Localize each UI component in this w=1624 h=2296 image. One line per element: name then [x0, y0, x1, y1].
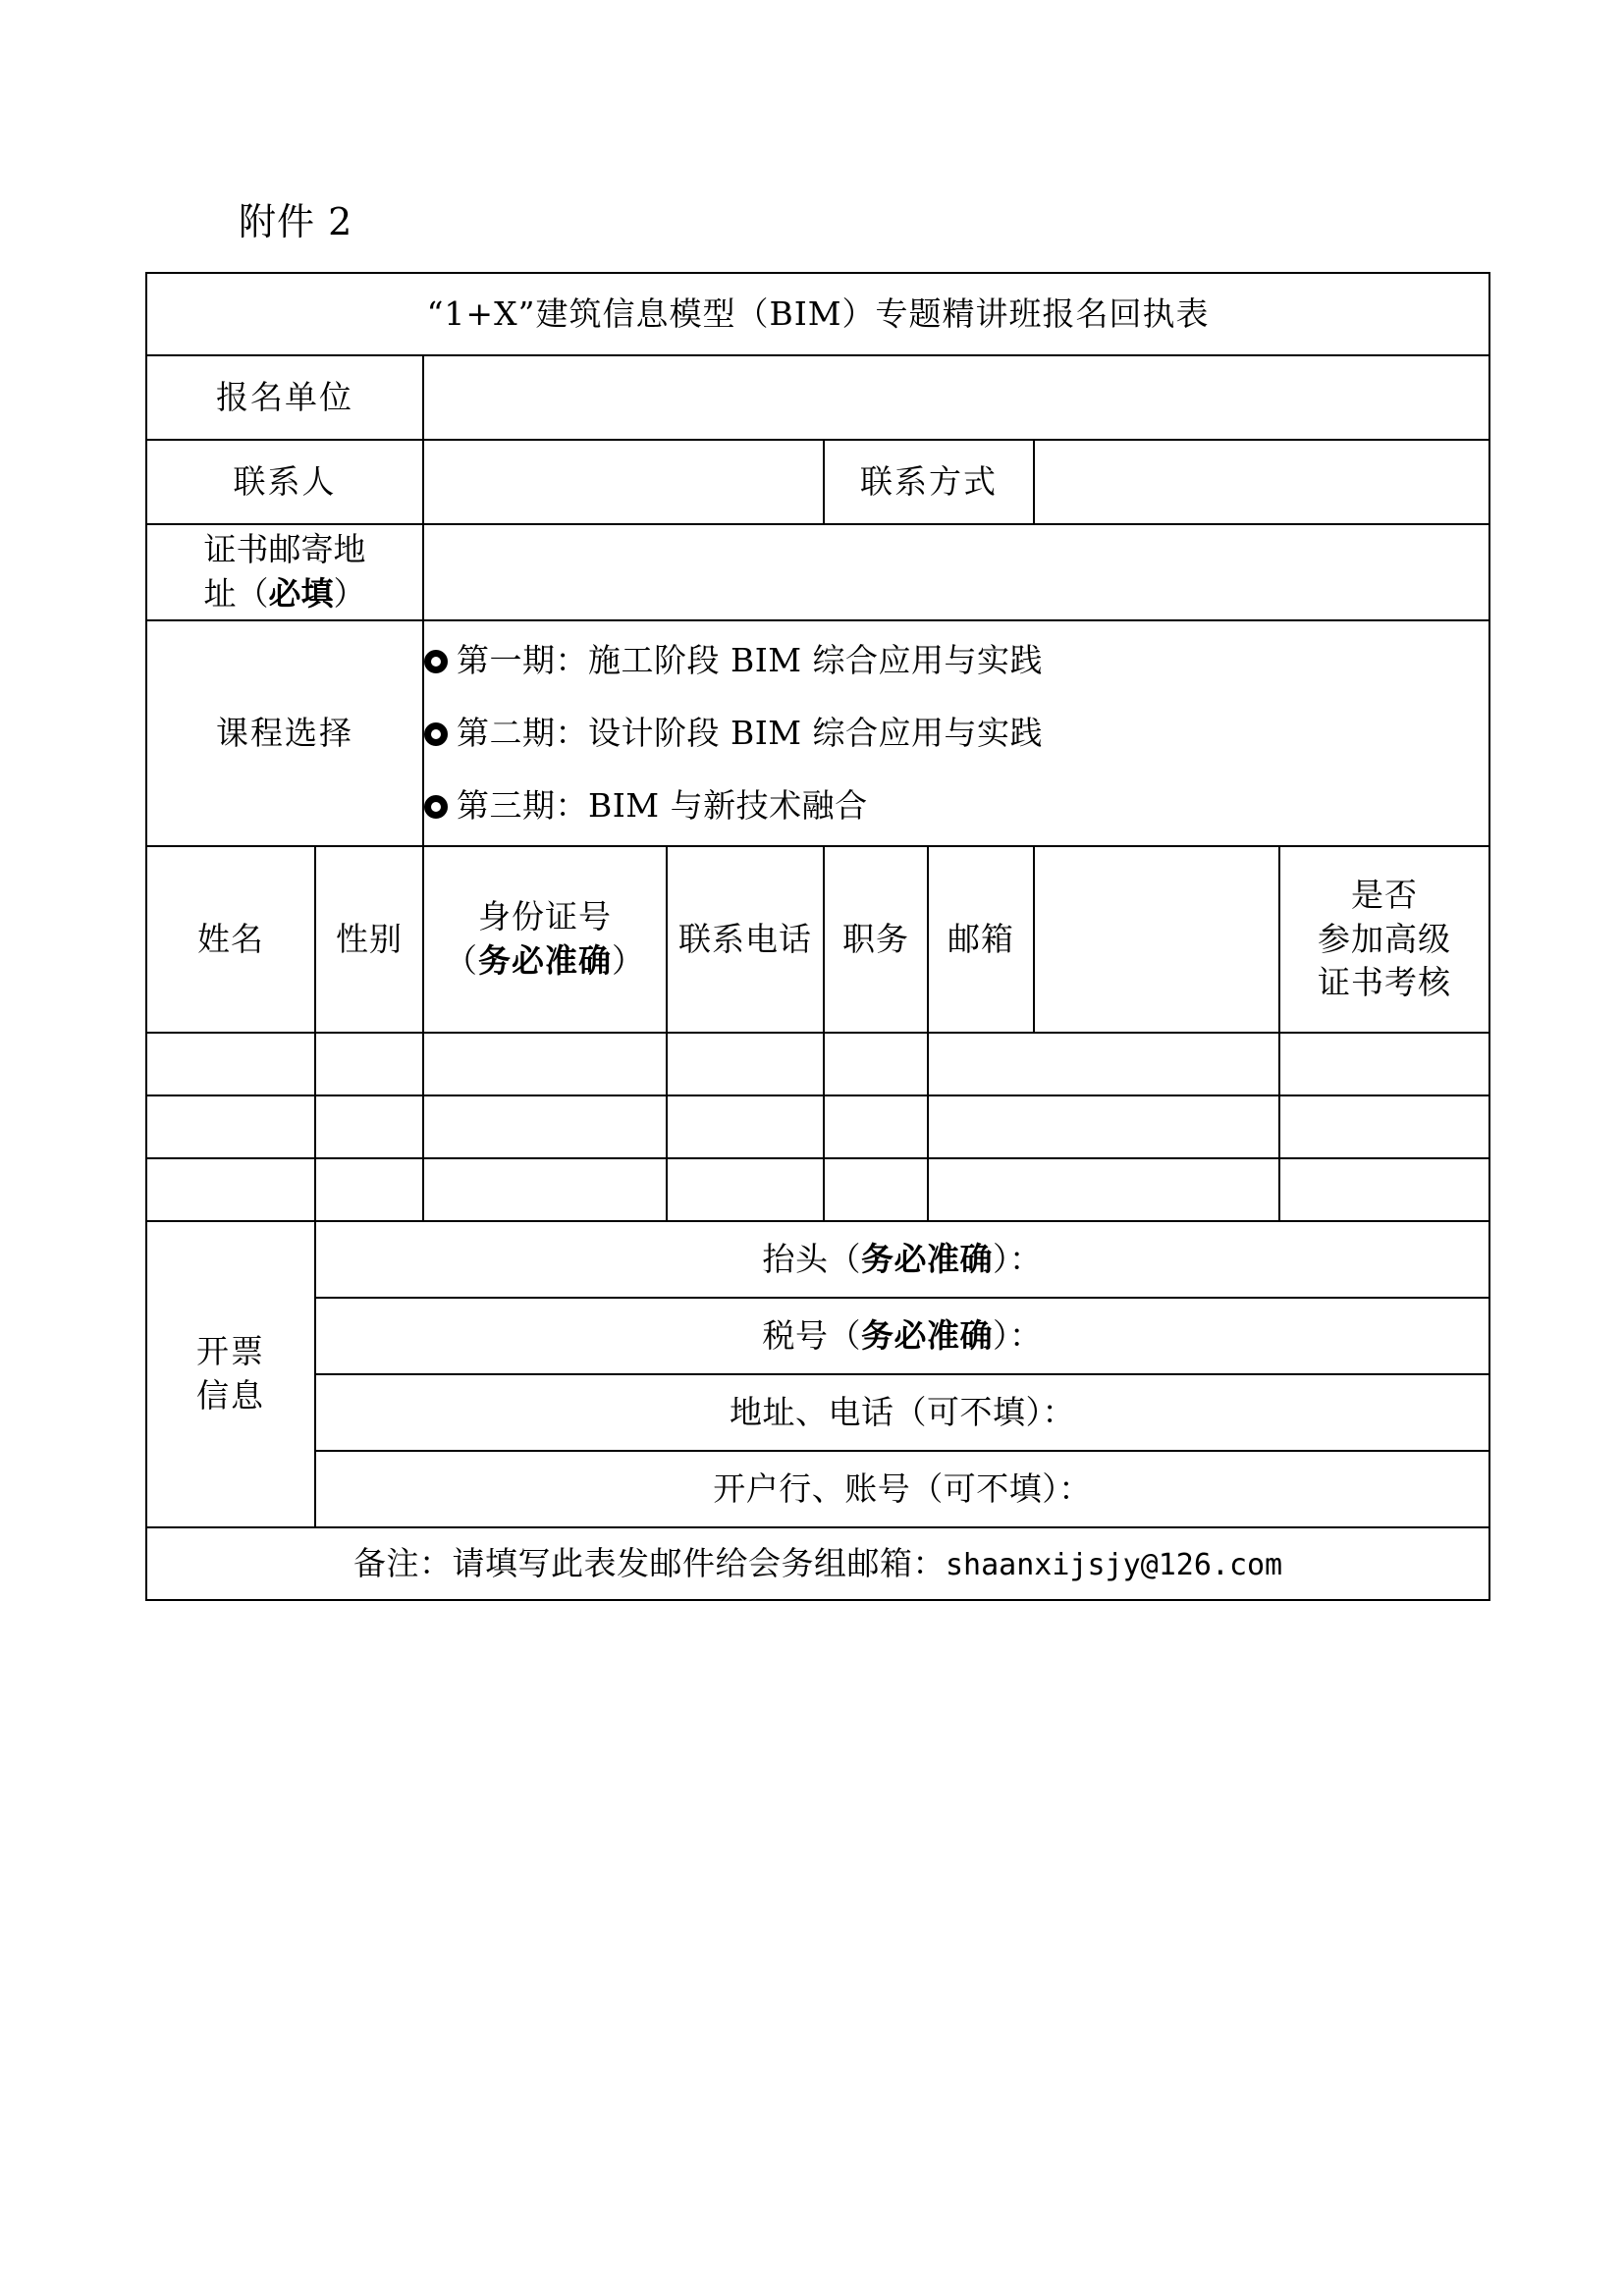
header-id-number-required: 务必准确 — [478, 941, 612, 980]
invoice-row-3 — [146, 1374, 1489, 1451]
table-row — [146, 1095, 1489, 1158]
invoice-title-required: 务必准确 — [861, 1239, 994, 1278]
mail-address-row — [146, 524, 1489, 620]
invoice-tax-required: 务必准确 — [861, 1315, 994, 1355]
radio-button-icon[interactable] — [424, 795, 448, 819]
cell-id-number[interactable] — [423, 1033, 667, 1095]
cell-advanced[interactable] — [1279, 1158, 1489, 1221]
cell-name[interactable] — [146, 1033, 315, 1095]
contact-method-input-cell[interactable] — [1034, 440, 1489, 524]
header-email: 邮箱 — [928, 846, 1034, 1033]
course-row — [146, 620, 1489, 846]
cell-position[interactable] — [824, 1033, 928, 1095]
cell-gender[interactable] — [315, 1095, 423, 1158]
attachment-label: 附件 2 — [239, 200, 353, 243]
header-name: 姓名 — [146, 846, 315, 1033]
course-option-1[interactable] — [424, 624, 1489, 697]
registration-form-table — [145, 272, 1490, 1601]
cell-id-number[interactable] — [423, 1158, 667, 1221]
invoice-label-line1: 开票 — [196, 1332, 265, 1371]
cell-position[interactable] — [824, 1158, 928, 1221]
invoice-title-prefix: 抬头（ — [762, 1239, 862, 1278]
radio-button-icon[interactable] — [424, 722, 448, 746]
mail-address-label-line1: 证书邮寄地 — [203, 530, 366, 569]
invoice-row-1 — [146, 1221, 1489, 1298]
course-option-3-label: 第三期：BIM 与新技术融合 — [457, 785, 868, 825]
mail-address-label-required: 必填 — [268, 574, 334, 613]
contact-person-input-cell[interactable] — [423, 440, 824, 524]
contact-method-label: 联系方式 — [824, 440, 1034, 524]
mail-address-label-suffix: ） — [333, 574, 366, 613]
cell-advanced[interactable] — [1279, 1095, 1489, 1158]
mail-address-label-prefix: 址（ — [203, 574, 269, 613]
note-text — [146, 1527, 1489, 1600]
header-advanced-line1: 是否 — [1351, 876, 1419, 915]
title-row — [146, 273, 1489, 355]
invoice-info-label — [146, 1221, 315, 1527]
contact-row — [146, 440, 1489, 524]
header-position: 职务 — [824, 846, 928, 1033]
table-row — [146, 1033, 1489, 1095]
cell-email[interactable] — [928, 1095, 1279, 1158]
invoice-label-line2: 信息 — [196, 1376, 265, 1415]
invoice-address-phone-field[interactable]: 地址、电话（可不填）： — [315, 1374, 1489, 1451]
mail-address-label — [146, 524, 423, 620]
invoice-title-suffix: ）： — [993, 1239, 1043, 1278]
cell-advanced[interactable] — [1279, 1033, 1489, 1095]
table-row — [146, 1158, 1489, 1221]
header-id-number-line2: （务必准确） — [445, 941, 645, 980]
course-options-cell — [423, 620, 1489, 846]
header-id-number-line1: 身份证号 — [478, 897, 612, 936]
cell-phone[interactable] — [667, 1033, 824, 1095]
course-option-2[interactable] — [424, 697, 1489, 770]
header-advanced-line2: 参加高级 — [1318, 919, 1452, 958]
header-id-number — [423, 846, 667, 1033]
note-email: shaanxijsjy@126.com — [945, 1547, 1283, 1582]
course-option-1-label: 第一期：施工阶段 BIM 综合应用与实践 — [457, 640, 1044, 679]
org-row — [146, 355, 1489, 440]
contact-person-label: 联系人 — [146, 440, 423, 524]
invoice-tax-number-field[interactable] — [315, 1298, 1489, 1374]
note-row — [146, 1527, 1489, 1600]
header-advanced-line3: 证书考核 — [1318, 963, 1452, 1002]
course-option-2-label: 第二期：设计阶段 BIM 综合应用与实践 — [457, 713, 1044, 752]
invoice-tax-prefix: 税号（ — [762, 1315, 862, 1355]
form-title: “1+X”建筑信息模型（BIM）专题精讲班报名回执表 — [146, 273, 1489, 355]
header-advanced-exam — [1279, 846, 1489, 1033]
radio-button-icon[interactable] — [424, 650, 448, 673]
course-selection-label: 课程选择 — [146, 620, 423, 846]
cell-gender[interactable] — [315, 1158, 423, 1221]
org-label: 报名单位 — [146, 355, 423, 440]
cell-id-number[interactable] — [423, 1095, 667, 1158]
participants-header-row — [146, 846, 1489, 1033]
header-email-spacer — [1034, 846, 1279, 1033]
cell-phone[interactable] — [667, 1158, 824, 1221]
cell-email[interactable] — [928, 1033, 1279, 1095]
note-label: 备注：请填写此表发邮件给会务组邮箱： — [352, 1543, 946, 1582]
cell-phone[interactable] — [667, 1095, 824, 1158]
invoice-row-4 — [146, 1451, 1489, 1527]
invoice-tax-suffix: ）： — [993, 1315, 1043, 1355]
mail-address-input-cell[interactable] — [423, 524, 1489, 620]
cell-email[interactable] — [928, 1158, 1279, 1221]
cell-name[interactable] — [146, 1095, 315, 1158]
invoice-row-2 — [146, 1298, 1489, 1374]
cell-position[interactable] — [824, 1095, 928, 1158]
cell-name[interactable] — [146, 1158, 315, 1221]
header-gender: 性别 — [315, 846, 423, 1033]
cell-gender[interactable] — [315, 1033, 423, 1095]
invoice-title-field[interactable] — [315, 1221, 1489, 1298]
header-phone: 联系电话 — [667, 846, 824, 1033]
course-option-3[interactable] — [424, 770, 1489, 842]
org-input-cell[interactable] — [423, 355, 1489, 440]
invoice-bank-account-field[interactable]: 开户行、账号（可不填）： — [315, 1451, 1489, 1527]
